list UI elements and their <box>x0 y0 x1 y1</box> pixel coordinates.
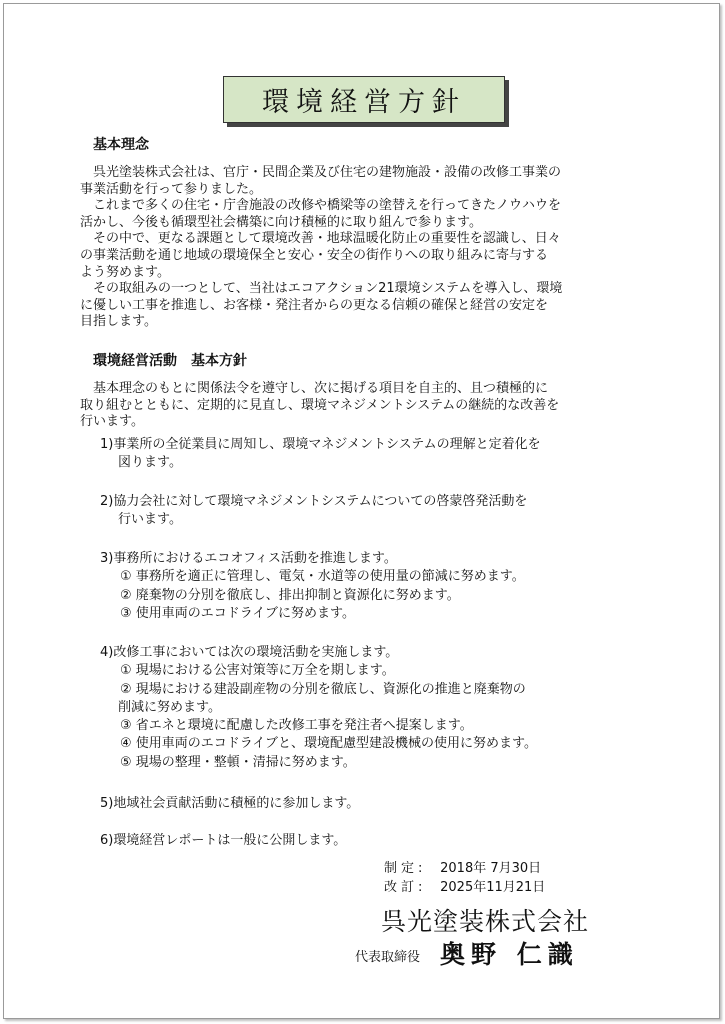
policy-intro <box>80 381 559 431</box>
item-1-continuation: 図ります。 <box>118 455 182 471</box>
item-4-sub-1: ① 現場における公害対策等に万全を期します。 <box>120 663 395 679</box>
philosophy-line: 目指します。 <box>80 314 157 330</box>
policy-item-6: 6)環境経営レポートは一般に公開します。 <box>100 833 347 848</box>
document-title: 環境経営方針 <box>223 76 505 123</box>
established-label: 制定: <box>384 861 427 876</box>
philosophy-line: 事業活動を行って参りました。 <box>80 181 263 197</box>
item-4-sub-2-continuation: 削減に努めます。 <box>118 699 221 715</box>
philosophy-line: 呉光塗装株式会社は、官庁・民間企業及び住宅の建物施設・設備の改修工事業の <box>80 165 562 180</box>
philosophy-line: これまで多くの住宅・庁舎施設の改修や橋梁等の塗替えを行ってきたノウハウを <box>80 198 562 214</box>
policy-item-1 <box>100 436 541 473</box>
philosophy-line: 活かし、今後も循環型社会構築に向け積極的に取り組んで参ります。 <box>80 214 482 230</box>
company-name: 呉光塗装株式会社 <box>381 907 590 936</box>
item-3-sub-2: ② 廃棄物の分別を徹底し、排出抑制と資源化に努めます。 <box>120 587 460 603</box>
policy-item-5: 5)地域社会貢献活動に積極的に参加します。 <box>100 796 360 811</box>
policy-intro-line: 取り組むとともに、定期的に見直し、環境マネジメントシステムの継続的な改善を <box>80 397 560 413</box>
philosophy-line: に優しい工事を推進し、お客様・発注者からの更なる信頼の確保と経営の安定を <box>80 297 549 313</box>
philosophy-heading: 基本理念 <box>93 137 149 153</box>
item-3-text: 3)事務所におけるエコオフィス活動を推進します。 <box>100 551 397 566</box>
policy-item-2 <box>100 493 527 530</box>
item-4-sub-4: ④ 使用車両のエコドライブと、環境配慮型建設機械の使用に努めます。 <box>120 736 537 752</box>
policy-item-3 <box>100 550 525 623</box>
philosophy-line: その中で、更なる課題として環境改善・地球温暖化防止の重要性を認識し、日々 <box>80 231 561 247</box>
item-3-sub-1: ① 事務所を適正に管理し、電気・水道等の使用量の節減に努めます。 <box>120 569 525 585</box>
revised-value: 2025年11月21日 <box>440 880 546 895</box>
established-date <box>384 859 541 878</box>
revised-date <box>384 878 545 897</box>
philosophy-line: よう努めます。 <box>80 264 170 280</box>
item-3-sub-3: ③ 使用車両のエコドライブに努めます。 <box>120 605 355 621</box>
item-4-text: 4)改修工事においては次の環境活動を実施します。 <box>100 645 399 660</box>
item-4-sub-3: ③ 省エネと環境に配慮した改修工事を発注者へ提案します。 <box>120 718 473 734</box>
established-value: 2018年 7月30日 <box>440 861 542 876</box>
representative-name: 奥野 仁識 <box>440 940 579 969</box>
policy-intro-line: 基本理念のもとに関係法令を遵守し、次に掲げる項目を自主的、且つ積極的に <box>80 381 549 396</box>
philosophy-line: その取組みの一つとして、当社はエコアクション21環境システムを導入し、環境 <box>80 281 563 297</box>
philosophy-line: の事業活動を通じ地域の環境保全と安心・安全の街作りへの取り組みに寄与する <box>80 247 549 263</box>
item-1-text: 1)事業所の全従業員に周知し、環境マネジメントシステムの理解と定着化を <box>100 437 541 452</box>
item-4-sub-5: ⑤ 現場の整理・整頓・清掃に努めます。 <box>120 754 356 770</box>
policy-intro-line: 行います。 <box>80 414 144 430</box>
item-2-text: 2)協力会社に対して環境マネジメントシステムについての啓蒙啓発活動を <box>100 494 528 509</box>
philosophy-paragraph <box>80 165 562 331</box>
representative-title: 代表取締役 <box>355 950 421 965</box>
policy-heading: 環境経営活動 基本方針 <box>93 353 247 369</box>
revised-label: 改訂: <box>384 880 427 895</box>
item-2-continuation: 行います。 <box>118 512 182 528</box>
policy-item-4 <box>100 644 537 772</box>
item-4-sub-2: ② 現場における建設副産物の分別を徹底し、資源化の推進と廃棄物の <box>120 681 526 697</box>
